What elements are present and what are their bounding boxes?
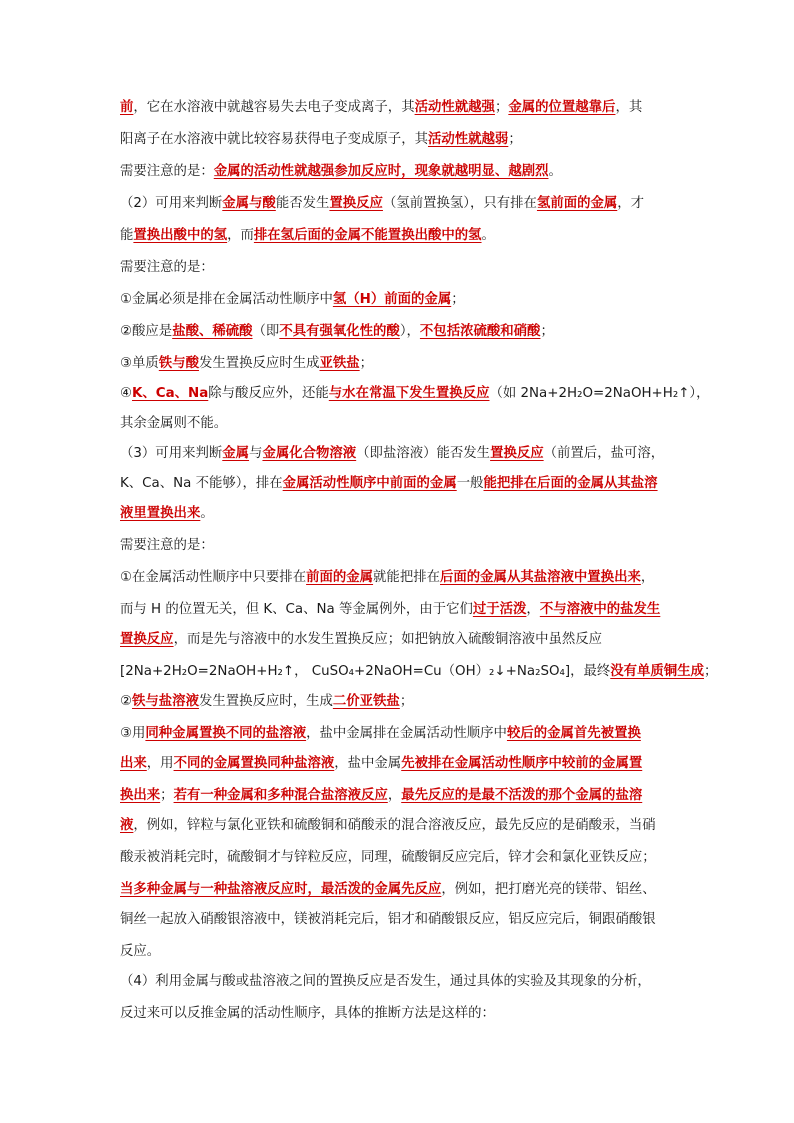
text-line (120, 880, 656, 900)
text-segment: ③单质 (120, 356, 159, 371)
highlighted-key-phrase: 置换反应 (120, 632, 174, 647)
text-segment: ，盐中金属排在金属活动性顺序中 (306, 726, 507, 741)
text-segment: ，其 (615, 100, 643, 115)
text-segment: ②酸应是 (120, 324, 173, 339)
highlighted-key-phrase: 不具有强氧化性的酸 (279, 324, 400, 339)
text-segment: （如 2Na+2H₂O=2NaOH+H₂↑）， (489, 386, 710, 401)
text-segment: ② (120, 694, 133, 709)
highlighted-key-phrase: 亚铁盐 (319, 356, 360, 371)
text-segment: 其余金属则不能。 (120, 416, 228, 431)
text-segment: K、Ca、Na 不能够），排在 (120, 476, 283, 491)
text-segment: ； (703, 664, 718, 679)
text-line (120, 536, 214, 556)
text-segment: 。 (481, 228, 495, 243)
text-segment: 反应。 (120, 944, 161, 959)
highlighted-key-phrase: 能把排在后面的金属从其盐溶 (483, 476, 658, 491)
text-segment: ，例如，把打磨光亮的镁带、铝丝、 (441, 882, 656, 897)
text-segment: 而与 H 的位置无关，但 K、Ca、Na 等金属例外，由于它们 (120, 602, 473, 617)
highlighted-key-phrase: 液 (120, 818, 134, 833)
text-segment: ，盐中金属 (334, 756, 402, 771)
highlighted-key-phrase: 不与溶液中的盐发生 (539, 602, 661, 617)
text-segment: （2）可用来判断 (120, 196, 223, 211)
text-segment: ①金属必须是排在金属活动性顺序中 (120, 292, 333, 307)
text-segment: 铜丝一起放入硝酸银溶液中，镁被消耗完后，铝才和硝酸银反应，铝反应完后，铜跟硝酸银 (120, 912, 656, 927)
text-line (120, 910, 656, 930)
text-segment: ，而是先与溶液中的水发生置换反应；如把钠放入硫酸铜溶液中虽然反应 (173, 632, 603, 647)
highlighted-key-phrase: 换出来 (120, 788, 161, 803)
highlighted-key-phrase: 过于活泼 (472, 602, 527, 617)
text-segment: 发生置换反应时生成 (198, 356, 320, 371)
highlighted-key-phrase: 较后的金属首先被置换 (506, 726, 641, 741)
text-segment: ， (387, 788, 402, 803)
text-line (120, 226, 495, 246)
highlighted-key-phrase: 金属与酸 (222, 196, 276, 211)
text-line (120, 754, 642, 774)
highlighted-key-phrase: 金属 (222, 446, 250, 461)
text-segment: 需要注意的是： (120, 260, 214, 275)
text-segment: ； (508, 132, 522, 147)
text-segment: （前置后，盐可溶， (543, 446, 665, 461)
text-line (120, 600, 660, 620)
highlighted-key-phrase: 置换反应 (329, 196, 383, 211)
text-line (120, 972, 651, 992)
highlighted-key-phrase: 金属的位置越靠后 (508, 100, 616, 115)
text-segment: ，用 (146, 756, 174, 771)
highlighted-key-phrase: 前 (120, 100, 134, 115)
text-segment: ； (160, 788, 174, 803)
highlighted-key-phrase: 盐酸、稀硫酸 (172, 324, 253, 339)
text-line (120, 258, 214, 278)
text-line (120, 290, 465, 310)
text-segment: ①在金属活动性顺序中只要排在 (120, 570, 307, 585)
text-segment: ； (399, 694, 414, 709)
highlighted-key-phrase: 没有单质铜生成 (610, 664, 704, 679)
text-segment: ，例如，锌粒与氯化亚铁和硫酸铜和硝酸汞的混合溶液反应，最先反应的是硝酸汞，当硝 (133, 818, 656, 833)
highlighted-key-phrase: 金属活动性顺序中前面的金属 (282, 476, 457, 491)
highlighted-key-phrase: 与水在常温下发生置换反应 (328, 386, 490, 401)
highlighted-key-phrase: 活动性就越弱 (427, 132, 509, 147)
text-segment: 需要注意的是： (120, 164, 214, 179)
text-line (120, 662, 717, 682)
text-segment: 能否发生 (275, 196, 330, 211)
highlighted-key-phrase: 金属的活动性就越强参加反应时，现象就越明显、越剧烈 (213, 164, 549, 179)
text-segment: ，而 (227, 228, 254, 243)
text-segment: ，才 (617, 196, 645, 211)
text-segment: 酸汞被消耗完时，硫酸铜才与锌粒反应，同理，硫酸铜反应完后，锌才会和氯化亚铁反应； (120, 850, 656, 865)
highlighted-key-phrase: 氢（H）前面的金属 (332, 292, 452, 307)
highlighted-key-phrase: 后面的金属从其盐溶液中置换出来 (440, 570, 641, 585)
text-segment: ； (540, 324, 554, 339)
text-segment: 与 (249, 446, 263, 461)
highlighted-key-phrase: 置换出酸中的氢 (133, 228, 228, 243)
highlighted-key-phrase: 先被排在金属活动性顺序中较前的金属置 (401, 756, 643, 771)
text-line (120, 444, 664, 464)
highlighted-key-phrase: 同种金属置换不同的盐溶液 (145, 726, 307, 741)
text-segment: 就能把排在 (373, 570, 440, 585)
text-line (120, 786, 642, 806)
highlighted-key-phrase: 液里置换出来 (120, 506, 201, 521)
text-segment: 一般 (456, 476, 484, 491)
text-line (120, 630, 602, 650)
text-segment: ）， (399, 324, 420, 339)
text-segment: （氢前置换氢），只有排在 (382, 196, 537, 211)
text-segment: （即盐溶液）能否发生 (356, 446, 491, 461)
text-line (120, 816, 656, 836)
text-segment: [2Na+2H₂O=2NaOH+H₂↑， CuSO₄+2NaOH=Cu（OH）₂↓+Na₂SO₄]，最终 (120, 664, 611, 679)
highlighted-key-phrase: 活动性就越强 (414, 100, 495, 115)
highlighted-key-phrase: 前面的金属 (306, 570, 374, 585)
text-line (120, 848, 656, 868)
text-line (120, 724, 641, 744)
text-line (120, 194, 644, 214)
text-line (120, 354, 373, 374)
text-segment: 反过来可以反推金属的活动性顺序，具体的推断方法是这样的： (120, 1006, 495, 1021)
text-line (120, 474, 658, 494)
text-segment: ， (526, 602, 540, 617)
text-segment: （3）可用来判断 (120, 446, 223, 461)
highlighted-key-phrase: 不包括浓硫酸和硝酸 (419, 324, 541, 339)
text-line (120, 692, 413, 712)
text-segment: ， (640, 570, 655, 585)
text-segment: 需要注意的是： (120, 538, 214, 553)
highlighted-key-phrase: 铁与盐溶液 (132, 694, 199, 709)
text-segment: 发生置换反应时，生成 (198, 694, 333, 709)
text-line (120, 384, 710, 404)
text-line (120, 942, 160, 962)
highlighted-key-phrase: 排在氢后面的金属不能置换出酸中的氢 (253, 228, 482, 243)
highlighted-key-phrase: 铁与酸 (158, 356, 199, 371)
text-segment: 除与酸反应外，还能 (208, 386, 329, 401)
text-segment: （4）利用金属与酸或盐溶液之间的置换反应是否发生，通过具体的实验及其现象的分析， (120, 974, 651, 989)
text-line (120, 162, 562, 182)
highlighted-key-phrase: 当多种金属与一种盐溶液反应时，最活泼的金属先反应 (120, 882, 442, 897)
text-segment: ，它在水溶液中就越容易失去电子变成离子，其 (133, 100, 415, 115)
text-segment: ④ (120, 386, 133, 401)
text-segment: 能 (120, 228, 134, 243)
highlighted-key-phrase: K、Ca、Na (132, 386, 209, 401)
text-line (120, 98, 642, 118)
highlighted-key-phrase: 不同的金属置换同种盐溶液 (173, 756, 335, 771)
highlighted-key-phrase: 氢前面的金属 (536, 196, 618, 211)
text-segment: ； (494, 100, 509, 115)
text-segment: 。 (548, 164, 562, 179)
text-segment: ； (451, 292, 465, 307)
highlighted-key-phrase: 若有一种金属和多种混合盐溶液反应 (173, 788, 388, 803)
highlighted-key-phrase: 置换反应 (490, 446, 544, 461)
text-segment: （即 (252, 324, 280, 339)
text-line (120, 1004, 495, 1024)
highlighted-key-phrase: 出来 (120, 756, 147, 771)
highlighted-key-phrase: 金属化合物溶液 (262, 446, 357, 461)
text-line (120, 568, 654, 588)
text-segment: ； (359, 356, 374, 371)
text-line (120, 130, 522, 150)
text-segment: 阳离子在水溶液中就比较容易获得电子变成原子，其 (120, 132, 428, 147)
highlighted-key-phrase: 最先反应的是最不活泼的那个金属的盐溶 (401, 788, 643, 803)
text-line (120, 414, 227, 434)
text-segment: ③用 (120, 726, 146, 741)
text-segment: 。 (200, 506, 214, 521)
text-line (120, 322, 554, 342)
text-line (120, 504, 214, 524)
highlighted-key-phrase: 二价亚铁盐 (332, 694, 400, 709)
